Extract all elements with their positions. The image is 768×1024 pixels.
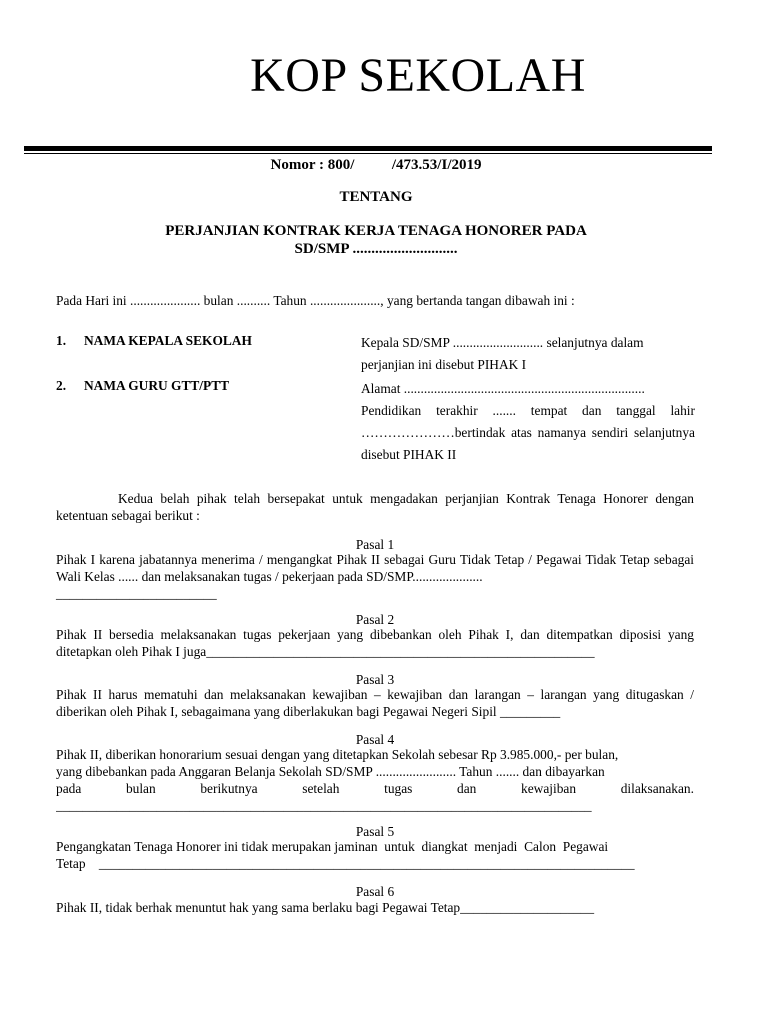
pasal-1-text: Pihak I karena jabatannya menerima / mengangkat Pihak II sebagai Guru Tidak Tetap / Pegawai Tidak Tetap sebagai Wali Kelas ...... dan melaksanakan tugas / pekerjaan pada SD/SMP..................... — [56, 552, 694, 584]
pasal-5-line2: Tetap ________________________________________________________________________________ — [56, 856, 635, 871]
party2-description: Pendidikan terakhir ....... tempat dan tanggal lahir …………………bertindak atas namanya sendiri selanjutnya disebut PIHAK II — [361, 403, 695, 462]
party2-number: 2. — [56, 378, 67, 393]
party1-desc-line1: Kepala SD/SMP ........................... selanjutnya dalam — [361, 335, 644, 350]
party1-label: NAMA KEPALA SEKOLAH — [84, 333, 252, 348]
party1-description — [361, 332, 695, 376]
pasal-5-body — [56, 838, 694, 872]
pasal-1-body — [56, 551, 694, 602]
pasal-4-word: bulan — [125, 781, 156, 796]
agreement-intro: Kedua belah pihak telah bersepakat untuk mengadakan perjanjian Kontrak Tenaga Honorer dengan ketentuan sebagai berikut : — [56, 491, 694, 523]
pasal-4-word: setelah — [302, 781, 340, 796]
pasal-4-word: berikutnya — [200, 781, 258, 796]
letterhead-rule-thick — [24, 146, 712, 151]
pasal-4-word: dan — [457, 781, 477, 796]
pasal-1-title: Pasal 1 — [355, 537, 395, 552]
pasal-4-word: dilaksanakan. — [620, 781, 694, 796]
pasal-3-title: Pasal 3 — [355, 672, 395, 687]
party2-address: Alamat ........................................................................ — [361, 381, 645, 396]
document-title — [0, 222, 752, 258]
pasal-5-line1: Pengangkatan Tenaga Honorer ini tidak merupakan jaminan untuk diangkat menjadi Calon Pegawai — [56, 839, 609, 854]
document-number: Nomor : 800/ /473.53/I/2019 — [270, 157, 482, 173]
pasal-4-line3 — [56, 780, 694, 797]
document-title-line2: SD/SMP ............................ — [294, 241, 458, 257]
pasal-4-body — [56, 746, 694, 814]
pasal-4-tail: ________________________________________________________________________________ — [56, 798, 592, 813]
pasal-4-word: pada — [56, 781, 82, 796]
pasal-5-title: Pasal 5 — [355, 824, 395, 839]
pasal-4-word: kewajiban — [521, 781, 577, 796]
pasal-4-title: Pasal 4 — [355, 732, 395, 747]
opening-statement: Pada Hari ini ..................... bulan .......... Tahun ....................., yang bertanda tangan dibawah ini : — [56, 293, 575, 308]
pasal-6-text: Pihak II, tidak berhak menuntut hak yang sama berlaku bagi Pegawai Tetap____________________ — [56, 900, 595, 915]
pasal-2-text: Pihak II bersedia melaksanakan tugas pekerjaan yang dibebankan oleh Pihak I, dan ditempatkan diposisi yang ditetapkan oleh Pihak I juga__________________________________________________________ — [56, 627, 694, 659]
pasal-4-line2: yang dibebankan pada Anggaran Belanja Sekolah SD/SMP ........................ Tahun ....... dan dibayarkan — [56, 764, 605, 779]
party2-label: NAMA GURU GTT/PTT — [84, 378, 230, 393]
subject-heading: TENTANG — [339, 189, 413, 205]
pasal-4-word: tugas — [384, 781, 413, 796]
party1-desc-line2: perjanjian ini disebut PIHAK I — [361, 357, 527, 372]
document-title-line1: PERJANJIAN KONTRAK KERJA TENAGA HONORER PADA — [165, 223, 587, 239]
pasal-1-tail: ________________________ — [56, 586, 217, 601]
pasal-2-title: Pasal 2 — [355, 612, 395, 627]
letterhead-rule-thin — [24, 153, 712, 154]
letterhead-title: KOP SEKOLAH — [250, 49, 586, 102]
party1-number: 1. — [56, 333, 67, 348]
pasal-6-title: Pasal 6 — [355, 884, 395, 899]
pasal-3-text: Pihak II harus mematuhi dan melaksanakan kewajiban – kewajiban dan larangan – larangan yang ditugaskan / diberikan oleh Pihak I, sebagaimana yang diberlakukan bagi Pegawai Negeri Sipil _________ — [56, 687, 694, 719]
pasal-4-line1: Pihak II, diberikan honorarium sesuai dengan yang ditetapkan Sekolah sebesar Rp 3.985.000,- per bulan, — [56, 747, 619, 762]
